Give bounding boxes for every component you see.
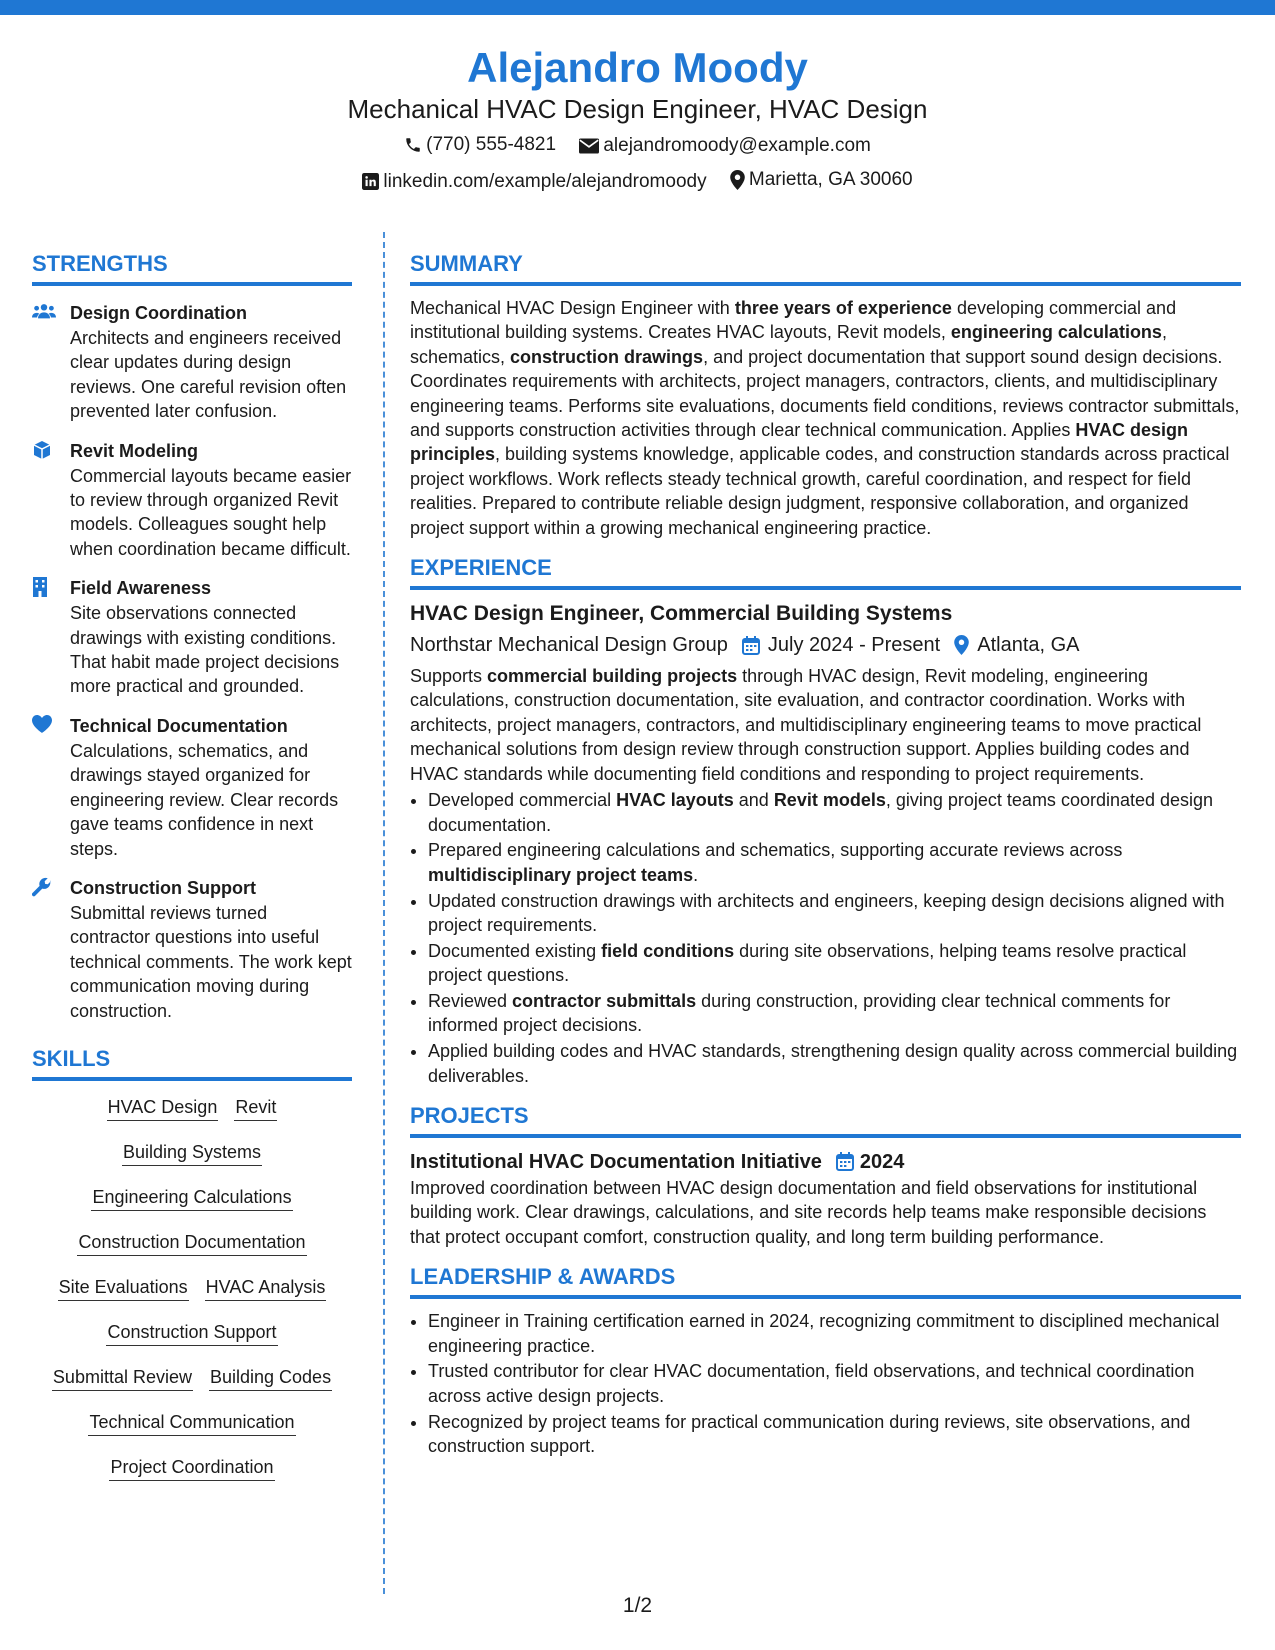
skill-row xyxy=(32,1185,352,1213)
text-segment: Reviewed xyxy=(428,990,513,1011)
bold-phrase: multidisciplinary project teams xyxy=(428,864,694,885)
skills-list xyxy=(32,1095,352,1483)
text-segment: developing commercial and institutional building systems. Creates HVAC layouts, Revit models, xyxy=(410,298,1177,343)
strength-text xyxy=(70,713,352,861)
skill-row xyxy=(32,1365,352,1393)
candidate-name: Alejandro Moody xyxy=(467,44,808,91)
strength-item xyxy=(32,875,352,1023)
skill-tag: Construction Documentation xyxy=(77,1230,306,1256)
users-icon xyxy=(32,300,70,424)
page-number: 1/2 xyxy=(622,1594,653,1617)
strength-item xyxy=(32,300,352,424)
leadership-bullet: • Recognized by project teams for practical communication during reviews, site observations, and construction support. xyxy=(428,1410,1241,1459)
experience-bullet xyxy=(428,788,1241,837)
text-segment: during site observations, helping teams resolve practical project questions. xyxy=(428,940,1187,986)
cube-icon xyxy=(32,438,70,562)
map-pin-icon xyxy=(954,635,969,655)
skill-tag: Engineering Calculations xyxy=(91,1185,292,1211)
text-segment: Updated construction drawings with architects and engineers, keeping design decisions aligned with project requirements. xyxy=(428,890,1225,935)
skill-row xyxy=(32,1230,352,1258)
bold-phrase: engineering calculations xyxy=(950,322,1162,343)
candidate-title: Mechanical HVAC Design Engineer, HVAC Design xyxy=(347,94,928,124)
envelope-icon xyxy=(579,138,599,154)
strength-title: Construction Support xyxy=(70,877,256,898)
bold-phrase: commercial building projects xyxy=(487,666,738,687)
contact-row-1 xyxy=(0,132,1275,162)
leadership-bullet: • Trusted contributor for clear HVAC documentation, field observations, and technical coordination across active design projects. xyxy=(428,1359,1241,1408)
summary-text xyxy=(410,296,1241,540)
text-segment: Mechanical HVAC Design Engineer with xyxy=(410,298,735,318)
wrench-icon xyxy=(32,875,70,1023)
location-text: Marietta, GA 30060 xyxy=(748,169,913,190)
strength-text xyxy=(70,875,352,1023)
bold-phrase: contractor submittals xyxy=(512,990,697,1011)
experience-bullet xyxy=(428,838,1241,887)
column-divider xyxy=(383,232,385,1594)
strengths-heading: STRENGTHS xyxy=(32,250,352,286)
text-segment: Applied building codes and HVAC standards, strengthening design quality across commercial building deliverables. xyxy=(428,1041,1238,1086)
top-accent-bar xyxy=(0,0,1275,15)
strength-title: Design Coordination xyxy=(70,303,247,323)
skill-row xyxy=(32,1140,352,1168)
text-segment: , building systems knowledge, applicable codes, and construction standards across practical project workflows. Work reflects steady technical growth, careful coordination, and respect for field realities. Prepared to contribute reliable design judgment, responsive collaboration, and organized project support within a growing mechanical engineering practice. xyxy=(410,444,1230,538)
skill-tag: Submittal Review xyxy=(52,1365,193,1391)
skill-tag: Site Evaluations xyxy=(58,1275,189,1301)
bold-phrase: field conditions xyxy=(601,940,735,961)
strength-item xyxy=(32,575,352,699)
text-segment: , giving project teams coordinated design documentation. xyxy=(428,790,1214,835)
job-location xyxy=(954,631,1079,659)
bold-phrase: three years of experience xyxy=(734,298,952,318)
bold-phrase: HVAC design principles xyxy=(410,420,1189,465)
text-segment: , and project documentation that support sound design decisions. Coordinates requirements with architects, project managers, contractors, clients, and multidisciplinary engineering teams. Performs site evaluations, documents field conditions, reviews contractor submittals, and supports construction activities through clear technical communication. Applies xyxy=(410,346,1240,441)
skill-tag: Building Systems xyxy=(122,1140,262,1166)
text-segment: and xyxy=(733,790,774,811)
bold-phrase: HVAC layouts xyxy=(616,790,734,811)
text-segment: Documented existing xyxy=(428,940,602,961)
project-title-row xyxy=(410,1148,1241,1176)
bold-phrase: Revit models xyxy=(773,790,886,811)
job-dates xyxy=(742,631,940,659)
phone-text: (770) 555-4821 xyxy=(426,134,557,155)
heart-icon xyxy=(32,713,70,861)
experience-heading: EXPERIENCE xyxy=(410,554,1241,590)
skill-tag: HVAC Analysis xyxy=(205,1275,327,1301)
skill-row xyxy=(32,1410,352,1438)
strength-title: Revit Modeling xyxy=(70,440,199,461)
strength-text xyxy=(70,575,352,699)
experience-bullet xyxy=(428,889,1241,938)
text-segment: Supports xyxy=(410,666,488,687)
strength-text xyxy=(70,300,352,424)
skill-tag: Building Codes xyxy=(209,1365,332,1391)
calendar-icon xyxy=(836,1152,854,1171)
strength-title: Technical Documentation xyxy=(70,715,288,736)
linkedin-contact[interactable] xyxy=(362,169,706,195)
text-segment: . xyxy=(693,864,699,885)
job-company: Northstar Mechanical Design Group xyxy=(410,634,728,657)
experience-bullet xyxy=(428,1039,1241,1088)
summary-heading: SUMMARY xyxy=(410,250,1241,286)
strength-description: Site observations connected drawings with existing conditions. That habit made project decisions more practical and grounded. xyxy=(70,603,340,697)
strength-item xyxy=(32,438,352,562)
building-icon xyxy=(32,575,70,699)
job-title: HVAC Design Engineer, Commercial Building Systems xyxy=(410,602,953,626)
email-text: alejandromoody@example.com xyxy=(603,135,871,156)
text-segment: through HVAC design, Revit modeling, engineering calculations, construction documentation, site evaluation, and contractor coordination. Works with architects, project managers, contractors, and multidisciplinary engineering teams to move practical mechanical solutions from design review through construction support. Applies building codes and HVAC standards while documenting field conditions and responding to project requirements. xyxy=(410,666,1202,784)
job-description xyxy=(410,664,1241,786)
skill-row xyxy=(32,1095,352,1123)
strength-item xyxy=(32,713,352,861)
strength-description: Architects and engineers received clear updates during design reviews. One careful revision often prevented later confusion. xyxy=(70,328,347,422)
strength-text xyxy=(70,438,352,562)
text-segment: during construction, providing clear technical comments for informed project decisions. xyxy=(428,990,1171,1036)
experience-bullet xyxy=(428,939,1241,988)
location-contact xyxy=(730,167,913,193)
map-pin-icon xyxy=(730,170,745,190)
calendar-icon xyxy=(742,636,760,655)
project-description: Improved coordination between HVAC design documentation and field observations for institutional building work. Clear drawings, calculations, and site records help teams make responsible decisions that protect occupant comfort, construction quality, and long term building performance. xyxy=(410,1177,1207,1247)
strength-description: Submittal reviews turned contractor questions into useful technical comments. The work kept communication moving during construction. xyxy=(70,902,352,1021)
contact-row-2 xyxy=(0,167,1275,198)
skill-tag: HVAC Design xyxy=(107,1095,219,1121)
left-column xyxy=(32,250,352,1500)
text-segment: , schematics, xyxy=(410,322,1167,367)
projects-heading: PROJECTS xyxy=(410,1102,1241,1138)
phone-icon xyxy=(404,136,422,154)
skill-tag: Project Coordination xyxy=(109,1455,274,1481)
job-meta xyxy=(410,631,1241,659)
experience-bullet xyxy=(428,989,1241,1038)
bold-phrase: construction drawings xyxy=(510,346,704,367)
strengths-list xyxy=(32,300,352,1023)
linkedin-text: linkedin.com/example/alejandromoody xyxy=(383,170,707,192)
skill-tag: Construction Support xyxy=(106,1320,277,1346)
project-title: Institutional HVAC Documentation Initiative xyxy=(410,1150,822,1173)
skill-row xyxy=(32,1320,352,1348)
strength-description: Calculations, schematics, and drawings stayed organized for engineering review. Clear records gave teams confidence in next steps. xyxy=(70,740,339,859)
skills-heading: SKILLS xyxy=(32,1045,352,1081)
email-contact[interactable] xyxy=(579,133,870,159)
skill-tag: Revit xyxy=(234,1095,277,1121)
job-dates-text: July 2024 - Present xyxy=(767,634,941,657)
job-bullets xyxy=(410,788,1241,1088)
text-segment: Prepared engineering calculations and schematics, supporting accurate reviews across xyxy=(428,840,1123,861)
skill-row xyxy=(32,1455,352,1483)
text-segment: Developed commercial xyxy=(428,790,617,811)
skill-row xyxy=(32,1275,352,1303)
leadership-heading: LEADERSHIP & AWARDS xyxy=(410,1263,1241,1299)
strength-title: Field Awareness xyxy=(70,578,212,599)
right-column xyxy=(410,250,1241,1460)
leadership-bullet: • Engineer in Training certification earned in 2024, recognizing commitment to disciplined mechanical engineering practice. xyxy=(428,1309,1241,1358)
strength-description: Commercial layouts became easier to review through organized Revit models. Colleagues sought help when coordination became difficult. xyxy=(70,465,352,559)
phone-contact[interactable] xyxy=(404,132,556,158)
leadership-bullets xyxy=(410,1309,1241,1458)
job-location-text: Atlanta, GA xyxy=(977,634,1080,657)
skill-tag: Technical Communication xyxy=(88,1410,295,1436)
linkedin-icon xyxy=(362,173,379,190)
project-year: 2024 xyxy=(859,1150,905,1173)
resume-header xyxy=(0,42,1275,198)
